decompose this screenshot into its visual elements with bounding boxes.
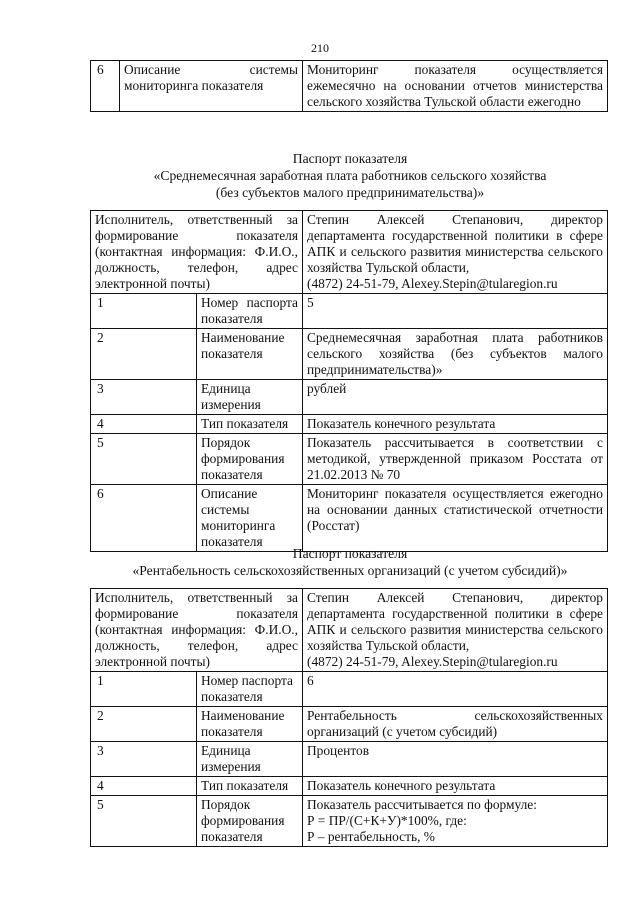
formula-line-1: Показатель рассчитывается по формуле: (307, 797, 537, 812)
row-label: Описание системы мониторинга показателя (120, 61, 303, 112)
table-row (91, 415, 608, 434)
row-value: Показатель рассчитывается в соответствии с методикой, утвержденной приказом Росстата от 21.02.2013 № 70 (303, 434, 608, 485)
executor-value-text: Степин Алексей Степанович, директор департамента государственной политики в сфере АПК и сельского развития министерства сельского хозяйства Тульской области, (307, 212, 603, 275)
row-label: Тип показателя (197, 777, 303, 796)
formula-line-2: Р = ПР/(С+К+У)*100%, где: (307, 813, 467, 828)
row-number: 1 (91, 672, 197, 707)
table-row (91, 707, 608, 742)
row-number: 3 (91, 742, 197, 777)
formula-line-3: Р – рентабельность, % (307, 829, 435, 844)
row-number: 5 (91, 434, 197, 485)
table-row (91, 589, 608, 672)
row-number: 3 (91, 380, 197, 415)
row-number: 1 (91, 294, 197, 329)
passport2-title: Паспорт показателя (292, 546, 408, 561)
table-row (91, 329, 608, 380)
row-number: 6 (91, 61, 120, 112)
row-number: 4 (91, 777, 197, 796)
row-label: Наименование показателя (197, 707, 303, 742)
row-number: 5 (91, 796, 197, 847)
row-label: Номер паспорта показателя (197, 672, 303, 707)
row-value: Мониторинг показателя осуществляется ежегодно на основании данных статистической отчетности (Росстат) (303, 485, 608, 552)
passport2-subtitle-line1: «Рентабельность сельскохозяйственных организаций (с учетом субсидий)» (132, 563, 568, 578)
row-number: 2 (91, 707, 197, 742)
row-value (303, 796, 608, 847)
row-label: Тип показателя (197, 415, 303, 434)
row-value: Мониторинг показателя осуществляется ежемесячно на основании отчетов министерства сельского хозяйства Тульской области ежегодно (303, 61, 608, 112)
page-number: 210 (311, 41, 329, 55)
row-value: Показатель конечного результата (303, 777, 608, 796)
table-row (91, 294, 608, 329)
row-number: 4 (91, 415, 197, 434)
passport2-heading (0, 545, 640, 579)
table-top (90, 60, 608, 112)
row-value: 6 (303, 672, 608, 707)
executor-contact: (4872) 24-51-79, Alexey.Stepin@tularegion.ru (307, 276, 558, 291)
executor-label: Исполнитель, ответственный за формирование показателя (контактная информация: Ф.И.О., должность, телефон, адрес электронной почты) (91, 589, 303, 672)
table-row (91, 434, 608, 485)
row-label: Порядок формирования показателя (197, 434, 303, 485)
row-label: Порядок формирования показателя (197, 796, 303, 847)
executor-value (303, 211, 608, 294)
table-row (91, 796, 608, 847)
row-value: 5 (303, 294, 608, 329)
passport1-table (90, 210, 608, 552)
table-row (91, 777, 608, 796)
executor-contact: (4872) 24-51-79, Alexey.Stepin@tularegion.ru (307, 654, 558, 669)
row-value: Рентабельность сельскохозяйственных организаций (с учетом субсидий) (303, 707, 608, 742)
row-label: Единица измерения (197, 742, 303, 777)
table-row (91, 485, 608, 552)
row-value: рублей (303, 380, 608, 415)
row-label: Номер паспорта показателя (197, 294, 303, 329)
executor-value-text: Степин Алексей Степанович, директор департамента государственной политики в сфере АПК и сельского развития министерства сельского хозяйства Тульской области, (307, 590, 603, 653)
passport2-table (90, 588, 608, 847)
executor-value (303, 589, 608, 672)
row-number: 6 (91, 485, 197, 552)
table-row (91, 742, 608, 777)
row-value: Среднемесячная заработная плата работников сельского хозяйства (без субъектов малого предпринимательства)» (303, 329, 608, 380)
passport1-subtitle-line1: «Среднемесячная заработная плата работников сельского хозяйства (153, 168, 547, 183)
row-label: Описание системы мониторинга показателя (197, 485, 303, 552)
row-value: Показатель конечного результата (303, 415, 608, 434)
row-value: Процентов (303, 742, 608, 777)
row-label: Единица измерения (197, 380, 303, 415)
table-row (91, 672, 608, 707)
passport1-subtitle-line2: (без субъектов малого предпринимательства)» (215, 185, 485, 200)
table-row (91, 211, 608, 294)
row-label: Наименование показателя (197, 329, 303, 380)
table-row (91, 61, 608, 112)
passport1-title: Паспорт показателя (292, 151, 408, 166)
row-number: 2 (91, 329, 197, 380)
passport1-heading (0, 150, 640, 201)
executor-label: Исполнитель, ответственный за формирование показателя (контактная информация: Ф.И.О., должность, телефон, адрес электронной почты) (91, 211, 303, 294)
table-row (91, 380, 608, 415)
